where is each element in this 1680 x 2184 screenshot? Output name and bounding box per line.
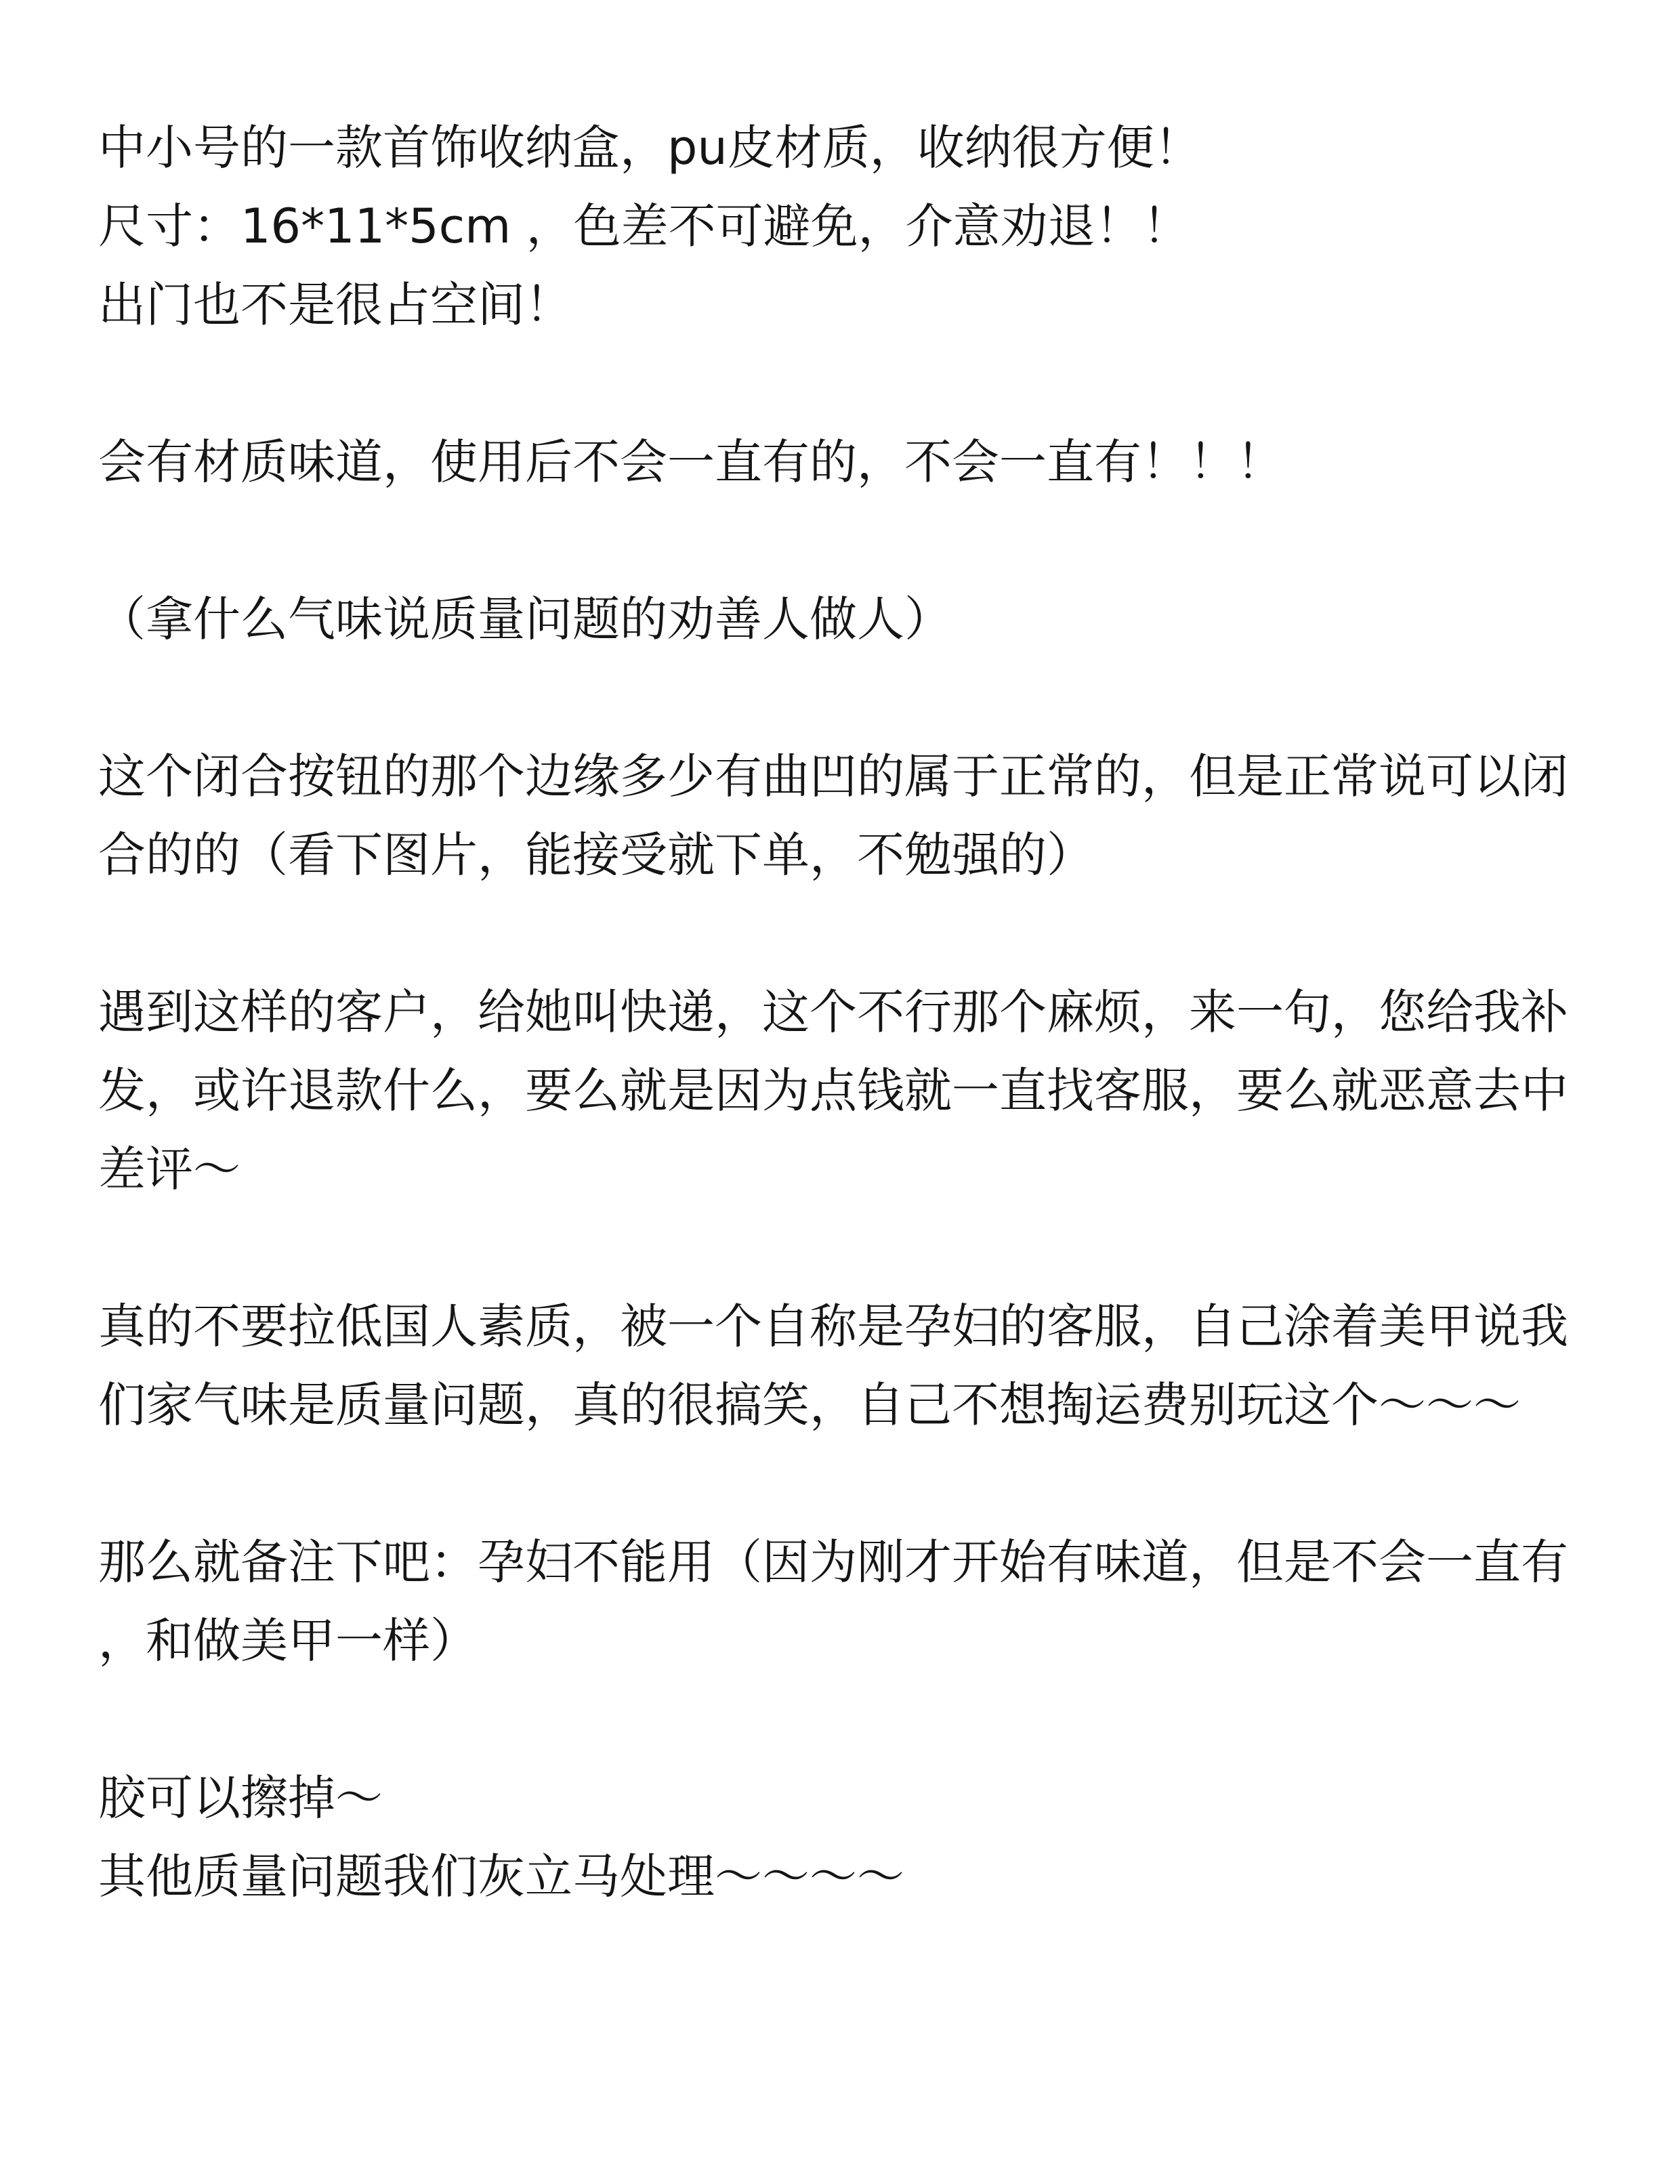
blank-line [98, 501, 1605, 580]
text-line: 合的的（看下图片，能接受就下单，不勉强的） [98, 827, 1094, 883]
text-line: 们家气味是质量问题，真的很搞笑，自己不想掏运费别玩这个～～～ [98, 1377, 1521, 1433]
text-line: （拿什么气味说质量问题的劝善人做人） [98, 591, 952, 647]
blank-line [98, 894, 1605, 973]
blank-line [98, 1680, 1605, 1759]
text-line: 差评～ [98, 1141, 240, 1197]
text-line: 那么就备注下吧：孕妇不能用（因为刚才开始有味道，但是不会一直有 [98, 1534, 1568, 1590]
text-line: 遇到这样的客户，给她叫快递，这个不行那个麻烦，来一句，您给我补 [98, 984, 1568, 1040]
blank-line [98, 1444, 1605, 1523]
text-line: 尺寸：16*11*5cm ，色差不可避免，介意劝退！！ [98, 198, 1190, 254]
product-notice-text [98, 108, 1605, 1916]
text-line: 真的不要拉低国人素质，被一个自称是孕妇的客服，自己涂着美甲说我 [98, 1299, 1568, 1354]
blank-line [98, 344, 1605, 423]
text-line: 中小号的一款首饰收纳盒，pu皮材质，收纳很方便！ [98, 120, 1202, 175]
text-line: 胶可以擦掉～ [98, 1770, 383, 1826]
text-line: 会有材质味道，使用后不会一直有的，不会一直有！！！ [98, 434, 1284, 490]
text-line: 其他质量问题我们灰立马处理～～～～ [98, 1849, 904, 1904]
blank-line [98, 658, 1605, 737]
text-line: 这个闭合按钮的那个边缘多少有曲凹的属于正常的，但是正常说可以闭 [98, 749, 1568, 804]
text-line: 发，或许退款什么，要么就是因为点钱就一直找客服，要么就恶意去中 [98, 1063, 1568, 1118]
text-line: 出门也不是很占空间！ [98, 277, 572, 333]
blank-line [98, 1209, 1605, 1287]
text-line: ，和做美甲一样） [98, 1613, 478, 1668]
